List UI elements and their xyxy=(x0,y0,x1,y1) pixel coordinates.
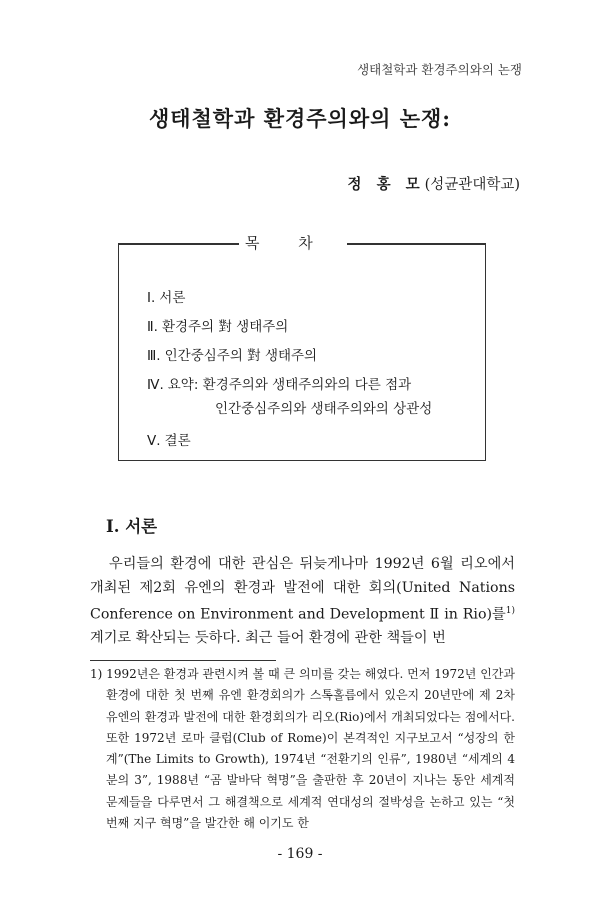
footnote-divider xyxy=(90,660,276,661)
toc-heading: 목 차 xyxy=(245,234,313,252)
toc-item xyxy=(147,375,432,431)
body-paragraph xyxy=(90,553,515,651)
toc-item-text: 서론 xyxy=(159,290,186,306)
toc-item-text: 환경주의 對 생태주의 xyxy=(161,319,289,335)
author-affiliation: (성균관대학교) xyxy=(424,177,520,193)
toc-item xyxy=(147,431,432,460)
toc-item-text: 요약: 환경주의와 생태주의와의 다른 점과 xyxy=(167,377,412,393)
paragraph-text: 우리들의 환경에 대한 관심은 뒤늦게나마 1992년 6월 리오에서 개최된 제2회 유엔의 환경과 발전에 대한 회의(United Nations Conference on Environment and Development Ⅱ in Rio)를 xyxy=(90,556,515,623)
toc-item-number: Ⅰ. xyxy=(147,290,156,306)
author-line xyxy=(348,173,520,194)
article-title: 생태철학과 환경주의와의 논쟁: xyxy=(148,106,452,131)
toc-item-continuation: 인간중심주의와 생태주의와의 상관성 xyxy=(215,401,433,417)
toc-item-number: Ⅴ. xyxy=(147,433,161,449)
author-name: 정 홍 모 xyxy=(347,176,425,193)
toc-item xyxy=(147,346,432,375)
table-of-contents xyxy=(118,234,486,461)
toc-item-text: 인간중심주의 對 생태주의 xyxy=(164,348,318,364)
toc-item-number: Ⅳ. xyxy=(147,377,164,393)
toc-item-text: 결론 xyxy=(164,433,191,449)
section-heading: Ⅰ. 서론 xyxy=(106,517,158,536)
paragraph-text-continued: 계기로 확산되는 듯하다. 최근 들어 환경에 관한 책들이 번 xyxy=(90,630,446,647)
running-header: 생태철학과 환경주의와의 논쟁 xyxy=(357,62,522,77)
footnote-reference: 1) xyxy=(505,606,515,616)
footnote-text: 1) 1992년은 환경과 관련시켜 볼 때 큰 의미를 갖는 해였다. 먼저 1972년 인간과 환경에 대한 첫 번째 유엔 환경회의가 스톡홀름에서 있은지 20년만에 제 2차 유엔의 환경과 발전에 대한 환경회의가 리오(Rio)에서 개최되었다는 점에서다. 또한 1972년 로마 클럽(Club of Rome)이 본격적인 지구보고서 “성장의 한계”(The Limits to Growth), 1974년 “전환기의 인류”, 1980년 “세계의 4분의 3”, 1988년 “곰 발바닥 혁명”을 출판한 후 20년이 지나는 동안 세계적 문제들을 다루면서 그 해결책으로 세계적 연대성의 절박성을 논하고 있는 “첫 번째 지구 혁명”을 발간한 해 이기도 한 xyxy=(90,667,515,831)
toc-border-left xyxy=(119,243,239,245)
toc-list xyxy=(147,288,432,460)
toc-item xyxy=(147,317,432,346)
toc-border-right xyxy=(347,243,485,245)
page-number: - 169 - xyxy=(277,846,323,862)
body-text xyxy=(90,553,515,651)
toc-item-number: Ⅱ. xyxy=(147,319,158,335)
toc-item-number: Ⅲ. xyxy=(147,348,161,364)
toc-item xyxy=(147,288,432,317)
footnote xyxy=(90,664,515,834)
